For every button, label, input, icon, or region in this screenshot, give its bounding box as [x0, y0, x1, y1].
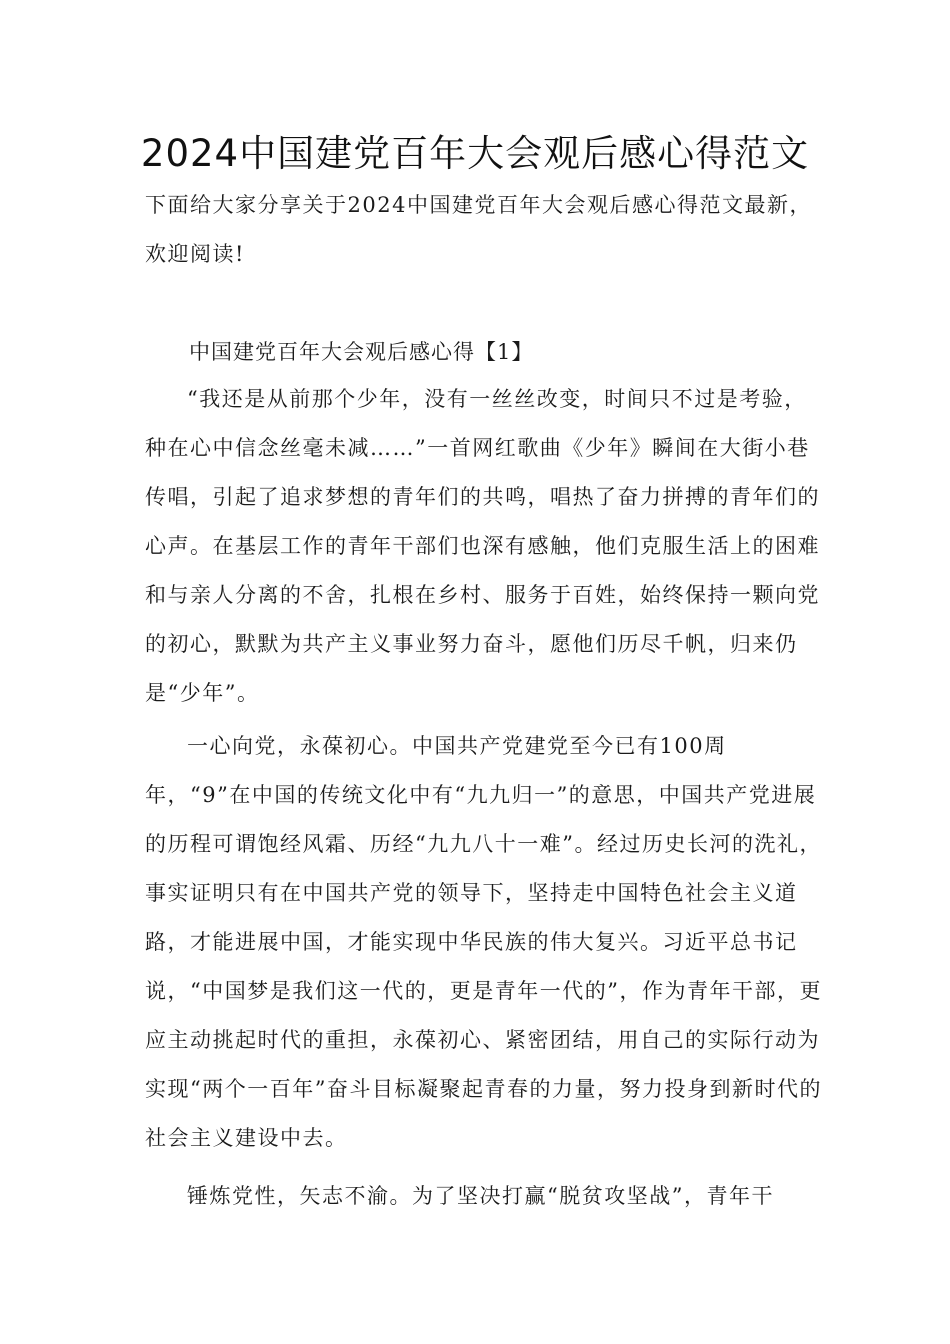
intro-paragraph: 下面给大家分享关于2024中国建党百年大会观后感心得范文最新，欢迎阅读! — [145, 193, 812, 266]
document-title: 2024中国建党百年大会观后感心得范文 — [140, 132, 810, 175]
body-paragraph: “我还是从前那个少年，没有一丝丝改变，时间只不过是考验，种在心中信念丝毫未减……”一首网红歌曲《少年》瞬间在大街小巷传唱，引起了追求梦想的青年们的共鸣，唱热了奋力拼搏的青年们的心声。在基层工作的青年干部们也深有感触，他们克服生活上的困难和与亲人分离的不舍，扎根在乡村、服务于百姓，始终保持一颗向党的初心，默默为共产主义事业努力奋斗，愿他们历尽千帆，归来仍是“少年”。 — [145, 387, 820, 705]
body-paragraph: 锤炼党性，矢志不渝。为了坚决打赢“脱贫攻坚战”，青年干 — [187, 1184, 774, 1208]
section-heading: 中国建党百年大会观后感心得【1】 — [189, 340, 534, 364]
body-paragraph: 一心向党，永葆初心。中国共产党建党至今已有100周年，“9”在中国的传统文化中有“九九归一”的意思，中国共产党进展的历程可谓饱经风霜、历经“九九八十一难”。经过历史长河的洗礼，事实证明只有在中国共产党的领导下，坚持走中国特色社会主义道路，才能进展中国，才能实现中华民族的伟大复兴。习近平总书记说，“中国梦是我们这一代的，更是青年一代的”，作为青年干部，更应主动挑起时代的重担，永葆初心、紧密团结，用自己的实际行动为实现“两个一百年”奋斗目标凝聚起青春的力量，努力投身到新时代的社会主义建设中去。 — [145, 734, 822, 1150]
